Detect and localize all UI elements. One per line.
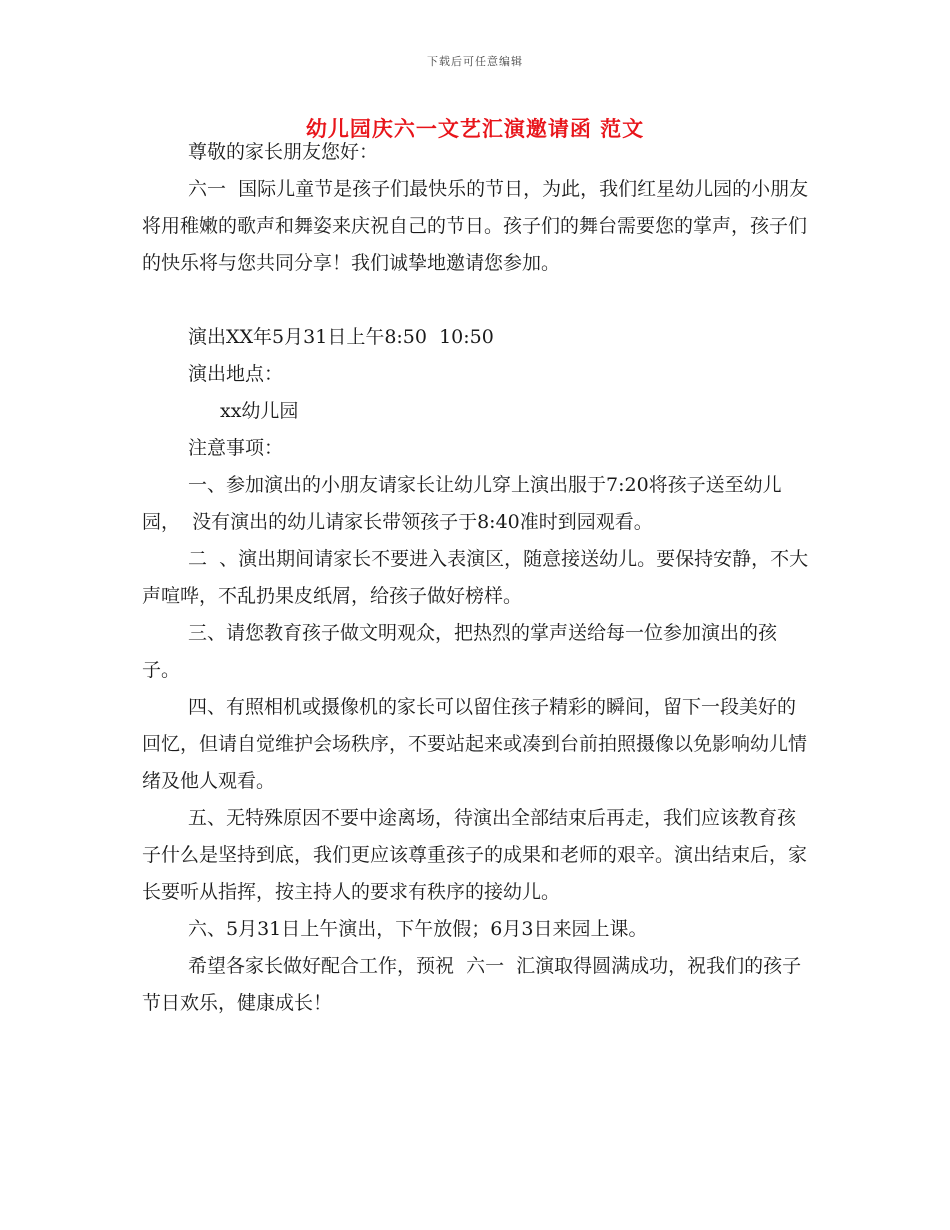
greeting-paragraph: 尊敬的家长朋友您好： bbox=[188, 141, 379, 163]
note-item: 二 、演出期间请家长不要进入表演区，随意接送幼儿。要保持安静，不大声喧哗，不乱扔果皮纸屑，给孩子做好榜样。 bbox=[142, 548, 809, 607]
location-value: xx幼儿园 bbox=[220, 400, 299, 422]
note-item: 五、无特殊原因不要中途离场，待演出全部结束后再走，我们应该教育孩子什么是坚持到底，我们更应该尊重孩子的成果和老师的艰辛。演出结束后，家长要听从指挥，按主持人的要求有秩序的接幼儿。 bbox=[142, 807, 808, 903]
performance-time: 演出XX年5月31日上午8:50 10:50 bbox=[188, 326, 494, 348]
note-item: 三、请您教育孩子做文明观众，把热烈的掌声送给每一位参加演出的孩子。 bbox=[142, 622, 778, 681]
note-item: 一、参加演出的小朋友请家长让幼儿穿上演出服于7:20将孩子送至幼儿园， 没有演出的幼儿请家长带领孩子于8:40准时到园观看。 bbox=[142, 474, 782, 533]
page-header-note: 下载后可任意编辑 bbox=[427, 55, 523, 68]
note-item: 六、5月31日上午演出，下午放假；6月3日来园上课。 bbox=[188, 918, 648, 940]
blank-line bbox=[142, 282, 810, 319]
intro-paragraph: 六一 国际儿童节是孩子们最快乐的节日，为此，我们红星幼儿园的小朋友将用稚嫩的歌声和舞姿来庆祝自己的节日。孩子们的舞台需要您的掌声，孩子们的快乐将与您共同分享！我们诚挚地邀请您参加。 bbox=[142, 178, 809, 274]
note-item: 四、有照相机或摄像机的家长可以留住孩子精彩的瞬间，留下一段美好的回忆，但请自觉维护会场秩序，不要站起来或凑到台前拍照摄像以免影响幼儿情绪及他人观看。 bbox=[142, 696, 808, 792]
notes-label: 注意事项： bbox=[188, 437, 284, 459]
location-label: 演出地点： bbox=[188, 363, 284, 385]
document-title: 幼儿园庆六一文艺汇演邀请函 范文 bbox=[305, 116, 645, 141]
closing-paragraph: 希望各家长做好配合工作，预祝 六一 汇演取得圆满成功，祝我们的孩子节日欢乐，健康成长！ bbox=[142, 955, 802, 1014]
document-body bbox=[142, 134, 810, 1022]
